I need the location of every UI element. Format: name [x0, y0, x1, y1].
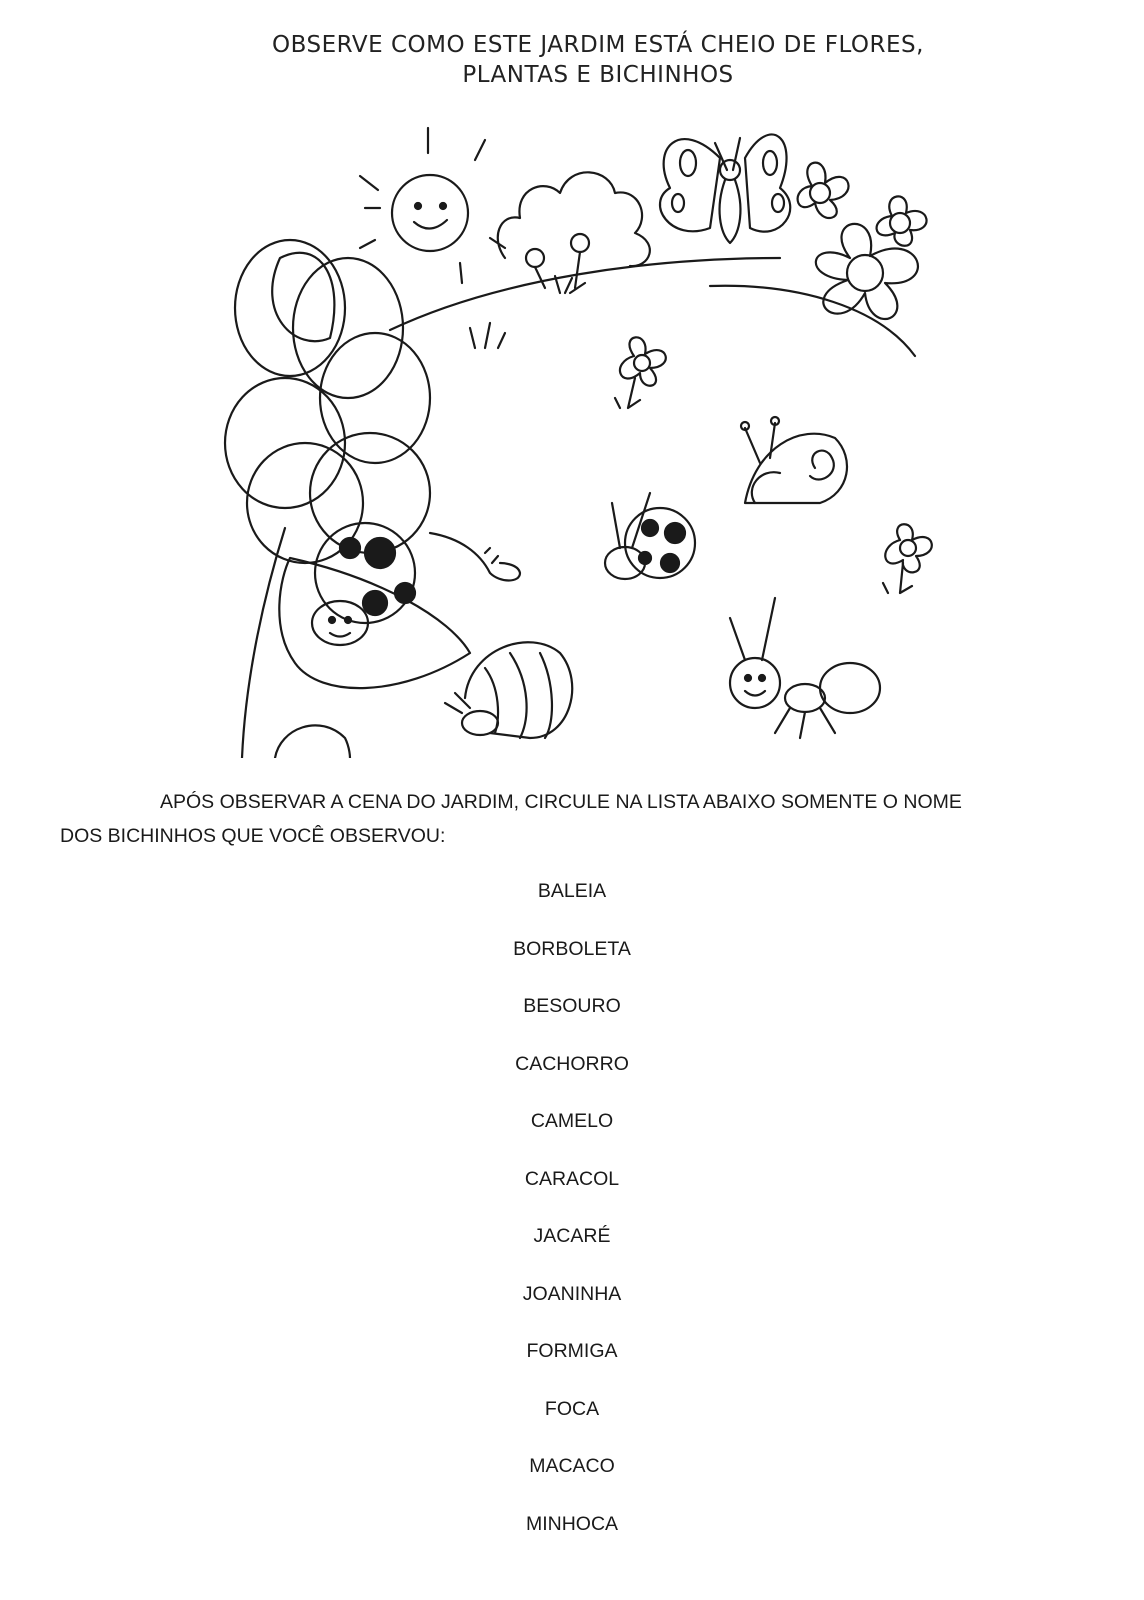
- list-item-baleia[interactable]: BALEIA: [537, 880, 607, 902]
- instructions-line-1: APÓS OBSERVAR A CENA DO JARDIM, CIRCULE NA LISTA ABAIXO SOMENTE O NOME: [160, 791, 962, 813]
- snail-drawing: [741, 417, 847, 503]
- list-item-joaninha[interactable]: JOANINHA: [522, 1282, 622, 1305]
- list-item-formiga[interactable]: FORMIGA: [526, 1340, 618, 1362]
- partial-bug-drawing: [275, 725, 350, 758]
- small-flower-right-drawing: [883, 524, 932, 593]
- small-ladybug-drawing: [605, 493, 695, 579]
- list-item-foca[interactable]: FOCA: [544, 1397, 600, 1420]
- butterfly-drawing: [660, 135, 790, 243]
- grass-tuft-drawing: [470, 323, 505, 348]
- list-item-macaco[interactable]: MACACO: [529, 1455, 615, 1477]
- small-flower-middle-drawing: [615, 337, 666, 408]
- title-line-1: OBSERVE COMO ESTE JARDIM ESTÁ CHEIO DE FLORES,: [272, 32, 924, 58]
- list-item-minhoca[interactable]: MINHOCA: [525, 1512, 619, 1535]
- big-flower-drawing: [225, 240, 430, 758]
- list-item-besouro[interactable]: BESOURO: [523, 995, 621, 1017]
- list-item-caracol[interactable]: CARACOL: [524, 1167, 620, 1190]
- sun-drawing: [360, 128, 505, 283]
- instructions-line-2: DOS BICHINHOS QUE VOCÊ OBSERVOU:: [60, 825, 446, 847]
- list-item-jacare[interactable]: JACARÉ: [533, 1225, 611, 1247]
- title-line-2: PLANTAS E BICHINHOS: [462, 62, 734, 88]
- garden-illustration: [200, 108, 960, 758]
- list-item-cachorro[interactable]: CACHORRO: [515, 1052, 629, 1075]
- caterpillar-drawing: [430, 533, 520, 581]
- instructions: [60, 785, 1060, 853]
- ant-drawing: [730, 598, 880, 738]
- hill-line-right: [710, 286, 915, 356]
- hill-line: [390, 258, 780, 330]
- worksheet-title: [0, 30, 1144, 90]
- leaf-ladybug-drawing: [279, 523, 470, 688]
- flowers-top-right-drawing: [798, 163, 927, 319]
- list-item-camelo[interactable]: CAMELO: [530, 1110, 614, 1132]
- animal-name-list: [0, 868, 1144, 1558]
- list-item-borboleta[interactable]: BORBOLETA: [513, 937, 631, 960]
